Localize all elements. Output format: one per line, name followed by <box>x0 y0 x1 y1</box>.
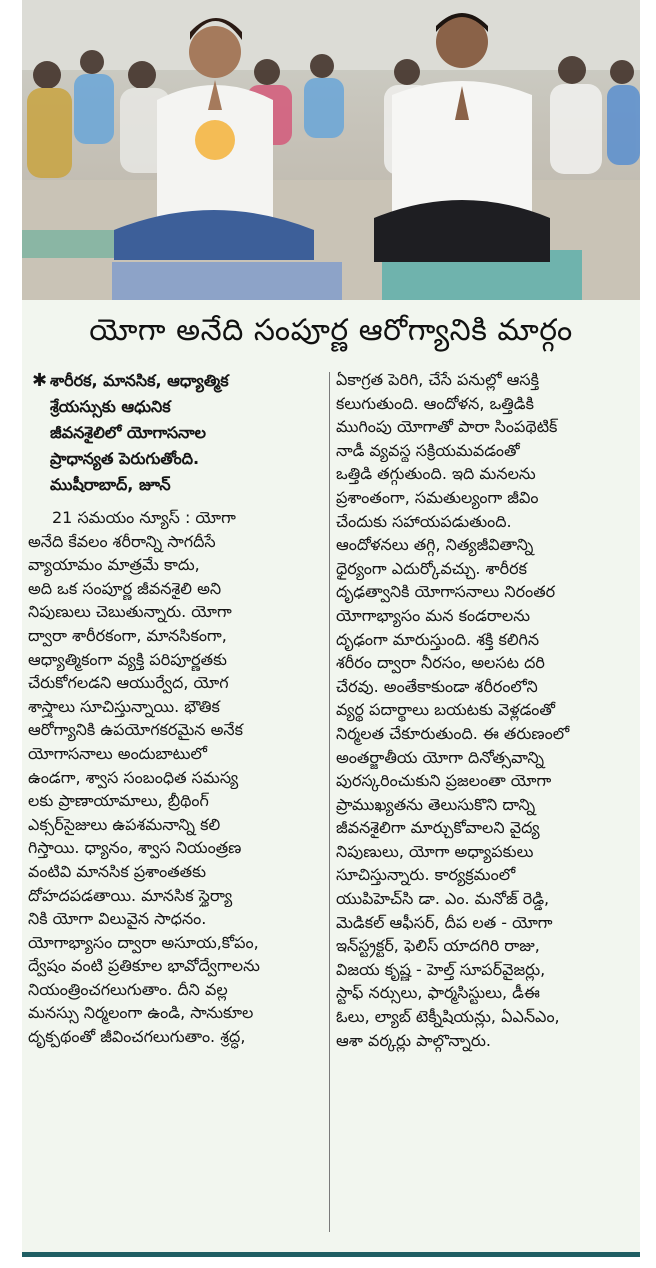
body-line: చేరవు. అంతేకాకుండా శరీరంలోని <box>336 676 538 696</box>
yoga-class-illustration <box>22 0 640 300</box>
yoga-class-photo <box>22 0 640 300</box>
body-line: వ్యర్థ పదార్థాలు బయటకు వెళ్లడంతో <box>336 700 556 720</box>
right-body-text <box>336 368 636 1052</box>
body-line: యోగాభ్యాసం ద్వారా అసూయ,కోపం, <box>28 932 259 952</box>
body-line: ఆరోగ్యానికి ఉపయోగకరమైన అనేక <box>28 720 244 740</box>
body-line: నియంత్రించగలుగుతాం. దీని వల్ల <box>28 979 228 999</box>
body-line: ఆశా వర్కర్లు పాల్గొన్నారు. <box>336 1030 492 1050</box>
highlights-box <box>28 368 324 498</box>
body-line: ఒత్తిడి తగ్గుతుంది. ఇది మనలను <box>336 464 536 484</box>
asterisk-bullet-icon: ✱ <box>32 370 48 391</box>
body-line: చేందుకు సహాయపడుతుంది. <box>336 511 512 531</box>
body-line: ప్రాముఖ్యతను తెలుసుకొని దాన్ని <box>336 794 536 814</box>
body-line: యోగాభ్యాసం మన కండరాలను <box>336 605 531 625</box>
left-column <box>28 368 324 1049</box>
body-line: దృక్పథంతో జీవించగలుగుతాం. శ్రద్ధ, <box>28 1027 246 1047</box>
body-line: దృఢత్వానికి యోగాసనాలు నిరంతర <box>336 582 556 602</box>
body-line: జీవనశైలిగా మార్చుకోవాలని వైద్య <box>336 818 540 838</box>
body-line: కలుగుతుంది. ఆందోళన, ఒత్తిడికి <box>336 393 534 413</box>
body-line: ఆధ్యాత్మికంగా వ్యక్తి పరిపూర్ణతకు <box>28 649 227 669</box>
body-line: గిస్తాయి. ధ్యానం, శ్వాస నియంత్రణ <box>28 838 242 858</box>
bottom-rule <box>22 1252 640 1257</box>
body-line: ప్రశాంతంగా, సమతుల్యంగా జీవిం <box>336 487 539 507</box>
body-line: స్టాఫ్ నర్సులు, ఫార్మసిస్టులు, డీఈ <box>336 983 540 1003</box>
body-line: వ్యాయామం మాత్రమే కాదు, <box>28 555 200 575</box>
body-line: చేరుకోగలడని ఆయుర్వేద, యోగ <box>28 673 229 693</box>
body-line: నిపుణులు చెబుతున్నారు. యోగా <box>28 602 232 622</box>
highlight-line: శ్రేయస్సుకు ఆధునిక <box>50 397 171 416</box>
body-line: యోగాసనాలు అందుబాటులో <box>28 743 208 763</box>
body-line: ఓలు, ల్యాబ్ టెక్నీషియన్లు, ఏఎన్ఎం, <box>336 1007 560 1027</box>
body-line: ముగింపు యోగాతో పారా సింపథెటిక్ <box>336 417 558 437</box>
body-line: ఎక్సర్‌సైజులు ఉపశమనాన్ని కలి <box>28 814 221 834</box>
body-line: నికి యోగా విలువైన సాధనం. <box>28 909 207 929</box>
body-line: ఆందోళనలు తగ్గి, నిత్యజీవితాన్ని <box>336 535 534 555</box>
body-line: ఇన్‌స్ట్రక్టర్, ఫెలిస్ యాదగిరి రాజు, <box>336 936 540 956</box>
highlight-line: శారీరక, మానసిక, ఆధ్యాత్మిక <box>50 371 229 390</box>
newspaper-clipping <box>22 0 640 1252</box>
body-line: అనేది కేవలం శరీరాన్ని సాగదీసే <box>28 531 216 551</box>
right-column <box>336 368 636 1052</box>
body-line: మనస్సు నిర్మలంగా ఉండి, సానుకూల <box>28 1003 254 1023</box>
body-line: నిపుణులు, యోగా అధ్యాపకులు <box>336 841 534 861</box>
body-line: మెడికల్ ఆఫీసర్, దీప లత - యోగా <box>336 912 553 932</box>
body-line: వంటివి మానసిక ప్రశాంతతకు <box>28 861 206 881</box>
body-line: శాస్త్రాలు సూచిస్తున్నాయి. భౌతిక <box>28 696 220 716</box>
dateline: ముషీరాబాద్, జూన్ <box>50 475 171 494</box>
highlight-line: ప్రాధాన్యత పెరుగుతోంది. <box>50 449 200 468</box>
body-line: ద్వేషం వంటి ప్రతికూల భావోద్వేగాలను <box>28 956 260 976</box>
body-line: శరీరం ద్వారా నీరసం, అలసట దరి <box>336 653 545 673</box>
highlight-line: జీవనశైలిలో యోగాసనాల <box>50 423 207 442</box>
body-line: ధైర్యంగా ఎదుర్కోవచ్చు. శారీరక <box>336 558 527 578</box>
headline: యోగా అనేది సంపూర్ణ ఆరోగ్యానికి మార్గం <box>89 313 573 348</box>
body-line: అది ఒక సంపూర్ణ జీవనశైలి అని <box>28 578 222 598</box>
body-line: నాడీ వ్యవస్థ సక్రియమవడంతో <box>336 440 520 460</box>
body-line: విజయ కృష్ణ - హెల్త్ సూపర్‌వైజర్లు, <box>336 959 546 979</box>
body-line: ద్వారా శారీరకంగా, మానసికంగా, <box>28 625 227 645</box>
body-line: యుపిహెచ్‌సి డా. ఎం. మనోజ్ రెడ్డి, <box>336 889 550 909</box>
body-line: 21 సమయం న్యూస్ : యోగా <box>52 508 236 527</box>
left-body-text <box>28 506 324 1049</box>
body-line: లకు ప్రాణాయామాలు, బ్రీథింగ్ <box>28 791 209 811</box>
body-line: దోహదపడతాయి. మానసిక స్థైర్యా <box>28 885 233 905</box>
body-line: నిర్మలత చేకూరుతుంది. ఈ తరుణంలో <box>336 723 570 743</box>
body-line: ఏకాగ్రత పెరిగి, చేసే పనుల్లో ఆసక్తి <box>336 370 539 389</box>
body-line: సూచిస్తున్నారు. కార్యక్రమంలో <box>336 865 516 885</box>
column-divider <box>329 372 330 1232</box>
body-line: ఉండగా, శ్వాస సంబంధిత సమస్య <box>28 767 239 787</box>
body-line: అంతర్జాతీయ యోగా దినోత్సవాన్ని <box>336 747 545 767</box>
body-line: పురస్కరించుకుని ప్రజలంతా యోగా <box>336 771 552 791</box>
body-line: దృఢంగా మారుస్తుంది. శక్తి కలిగిన <box>336 629 540 649</box>
